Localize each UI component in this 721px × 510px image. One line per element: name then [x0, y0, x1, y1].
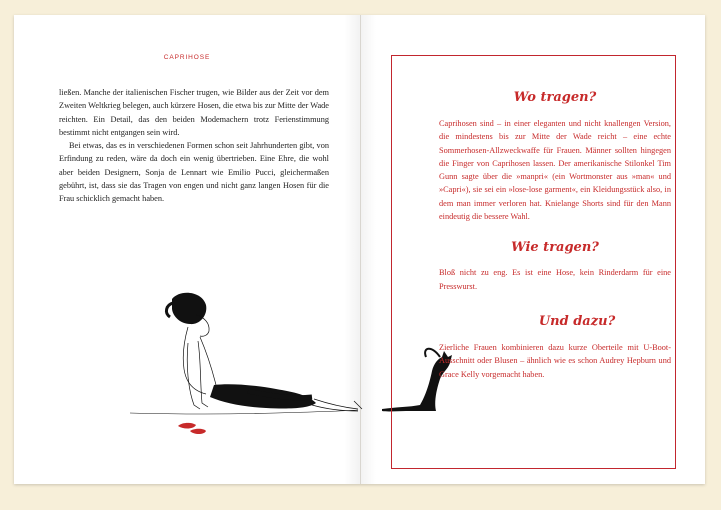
book-spread [14, 15, 705, 484]
running-head: CAPRIHOSE [163, 54, 211, 61]
section-wie-tragen [439, 240, 671, 293]
section-text: Zierliche Frauen kombinieren dazu kurze Oberteile mit U-Boot-Ausschnitt oder Blusen – ähnlich wie es schon Audrey Hepburn und Grace Kelly vorgemacht haben. [439, 342, 671, 379]
section-title: Wie tragen? [511, 240, 599, 256]
paragraph-2: Bei etwas, das es in verschiedenen Formen schon seit Jahrhunderten gibt, von Erfindung zu reden, wäre da doch ein wenig übertrieben. Eine Ehre, die wohl aber beiden Designern, Sonja de Lennart wie Emilio Pucci, gleichermaßen gebührt, ist, dass sie das Tragen von engen und nicht ganz langen Hosen für die Frau schicklich gemacht haben. [59, 141, 329, 204]
paragraph-1: ließen. Manche der italienischen Fischer trugen, wie Bilder aus der Zeit vor dem Zweiten Weltkrieg belegen, auch kürzere Hosen, die etwa bis zur Mitte der Wade reichten. Ein Detail, das den beiden Modemachern trotz Ferienstimmung bestimmt nicht entgangen sein wird. [59, 88, 329, 137]
section-title: Wo tragen? [513, 90, 597, 105]
section-wo-tragen [439, 90, 671, 223]
section-title: Und dazu? [538, 313, 616, 329]
info-box-content [439, 90, 671, 381]
left-page-body [59, 86, 329, 206]
reclining-woman-illustration [126, 291, 366, 441]
section-und-dazu [439, 314, 671, 381]
section-text: Caprihosen sind – in einer eleganten und nicht knallengen Version, die mindestens bis zur Mitte der Wade reicht – eine echte Sommerhosen-Allzweckwaffe für Frauen. Männer sollten hingegen die Finger von Caprihosen lassen. Der amerikanische Stilonkel Tim Gunn sagte über die »manpri« (ein Wortmonster aus »man« und »Capri«), sie sei ein »lose-lose garment«, ein Kleidungsstück also, in dem man immer verloren hat. Knielange Shorts sind für den Mann eindeutig die bessere Wahl. [439, 119, 671, 222]
info-box [391, 55, 676, 469]
section-text: Bloß nicht zu eng. Es ist eine Hose, kein Rinderdarm für eine Presswurst. [439, 268, 671, 291]
